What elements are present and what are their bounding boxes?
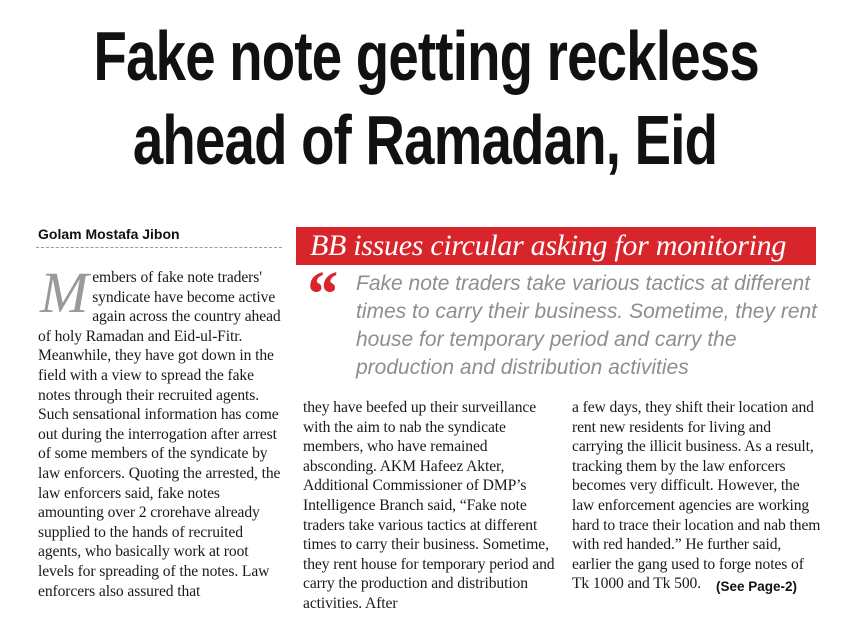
byline: Golam Mostafa Jibon: [38, 226, 180, 242]
subheading-banner: BB issues circular asking for monitoring: [296, 227, 816, 265]
drop-cap: M: [40, 260, 89, 325]
headline-line-1: Fake note getting reckless: [93, 17, 760, 95]
article-column-3: a few days, they shift their location and rent new residents for living and carrying the illicit business. As a result, tracking them by the law enforcers becomes very difficult. However, the law enforcement agencies are working hard to trace their location and nab them with red handed.” He further said, earlier the gang used to forge notes of Tk 1000 and Tk 500.: [572, 399, 821, 593]
headline: [0, 14, 850, 182]
article-column-1-text: embers of fake note traders' syndicate have become active again across the country ahead of holy Ramadan and Eid-ul-Fitr. Meanwhile, they have got down in the field with a view to spread the fake notes through their recruited agents. Such sensational information has come out during the interrogation after arrest of some members of the syndicate by law enforcers. Quoting the arrested, the law enforcers said, fake notes amounting over 2 crorehave already supplied to the hands of recruited agents, who basically work at root levels for spreading of the notes. Law enforcers also assured that: [38, 269, 281, 600]
pull-quote: Fake note traders take various tactics at different times to carry their business. Sometime, they rent house for temporary period and carry the production and distribution activities: [356, 272, 818, 379]
continued-reference: (See Page-2): [716, 579, 798, 594]
byline-divider: [36, 247, 282, 248]
quote-mark-icon: “: [304, 258, 337, 331]
headline-line-2: ahead of Ramadan, Eid: [132, 101, 718, 179]
article-column-2: they have beefed up their surveillance with the aim to nab the syndicate members, who have remained absconding. AKM Hafeez Akter, Additional Commissioner of DMP’s Intelligence Branch said, “Fake note traders take various tactics at different times to carry their business. Sometime, they rent house for temporary period and carry the production and distribution activities. After: [303, 399, 555, 612]
article-column-1: [38, 260, 288, 601]
